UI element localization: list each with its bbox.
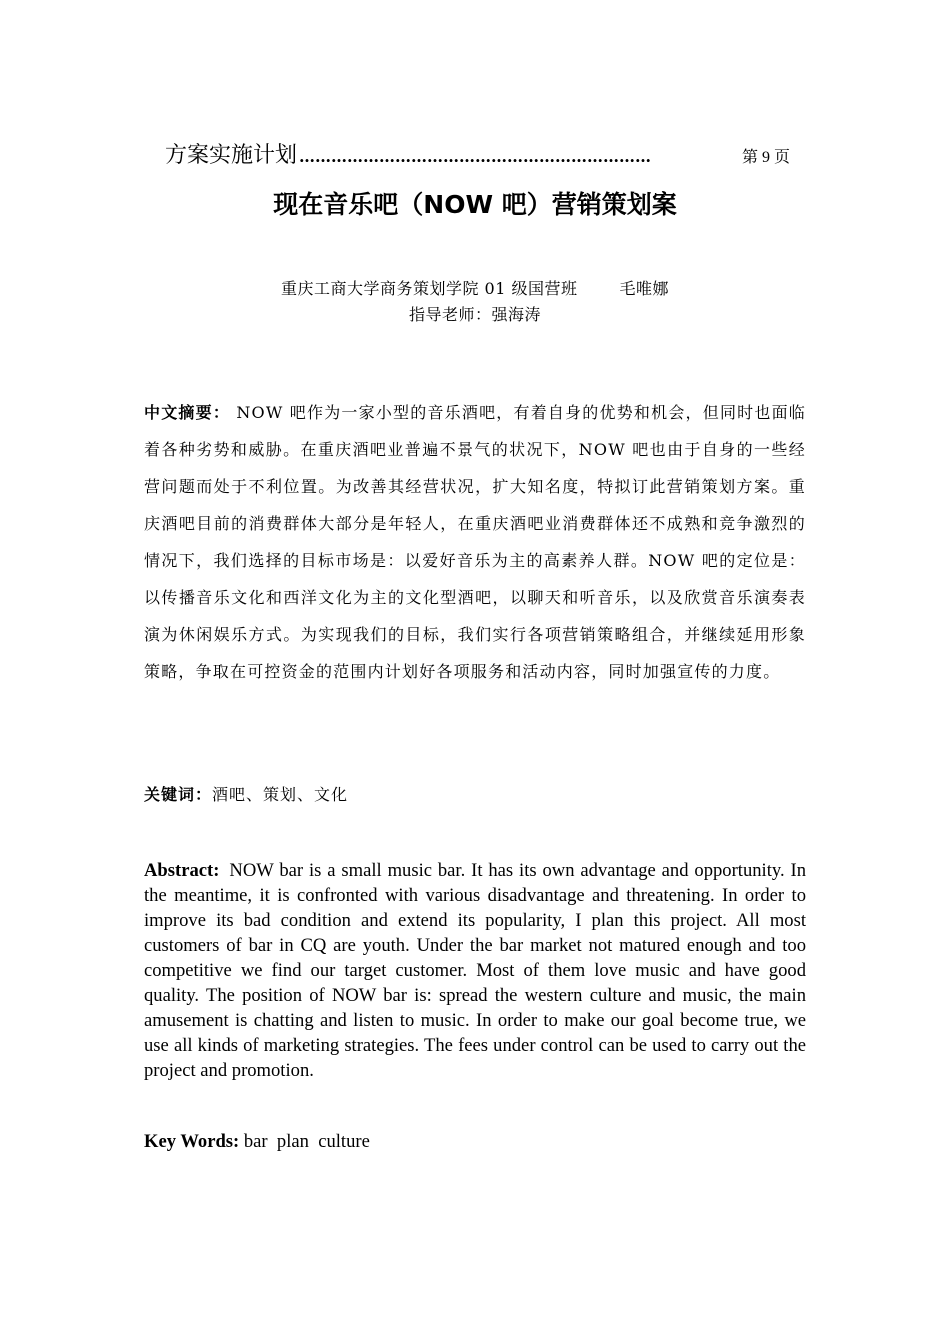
english-keywords-label: Key Words: <box>144 1131 240 1152</box>
english-abstract-text: NOW bar is a small music bar. It has its own advantage and opportunity. In the meantime, it is confronted with various disadvantage and threatening. In order to improve its bad condition and extend its popularity, I plan this project. All most customers of bar in CQ are youth. Under the bar market not matured enough and too competitive we find our target customer. Most of them love music and have good quality. The position of NOW bar is: spread the western culture and music, the main amusement is chatting and listen to music. In order to make our goal become true, we use all kinds of marketing strategies. The fees under control can be used to carry out the project and promotion. <box>144 860 806 1081</box>
toc-page-number: 第 9 页 <box>741 149 790 166</box>
english-abstract-label: Abstract: <box>144 860 220 881</box>
chinese-keywords-text: 酒吧、策划、文化 <box>212 785 349 804</box>
chinese-keywords-label: 关键词： <box>144 785 213 804</box>
author-affiliation: 重庆工商大学商务策划学院 01 级国营班 <box>280 279 578 298</box>
english-abstract <box>144 858 806 1083</box>
document-title: 现在音乐吧（NOW 吧）营销策划案 <box>273 190 677 219</box>
author-line <box>0 276 950 299</box>
author-name: 毛唯娜 <box>619 279 670 298</box>
chinese-abstract <box>144 394 806 690</box>
toc-leader-dots: ………………………………………………………… <box>299 147 652 166</box>
toc-entry[interactable] <box>165 138 790 168</box>
chinese-abstract-label: 中文摘要： <box>144 403 231 422</box>
advisor-line: 指导老师：强海涛 <box>408 305 541 324</box>
toc-entry-title: 方案实施计划 <box>165 143 298 168</box>
english-keywords-text: bar plan culture <box>239 1131 370 1152</box>
chinese-abstract-text: NOW 吧作为一家小型的音乐酒吧，有着自身的优势和机会，但同时也面临着各种劣势和威胁。在重庆酒吧业普遍不景气的状况下，NOW 吧也由于自身的一些经营问题而处于不利位置。为改善其经营状况，扩大知名度，特拟订此营销策划方案。重庆酒吧目前的消费群体大部分是年轻人，在重庆酒吧业消费群体还不成熟和竞争激烈的情况下，我们选择的目标市场是：以爱好音乐为主的高素养人群。NOW 吧的定位是：以传播音乐文化和西洋文化为主的文化型酒吧，以聊天和听音乐，以及欣赏音乐演奏表演为休闲娱乐方式。为实现我们的目标，我们实行各项营销策略组合，并继续延用形象策略，争取在可控资金的范围内计划好各项服务和活动内容，同时加强宣传的力度。 <box>144 403 806 681</box>
chinese-keywords <box>144 782 806 805</box>
english-keywords <box>144 1131 806 1153</box>
